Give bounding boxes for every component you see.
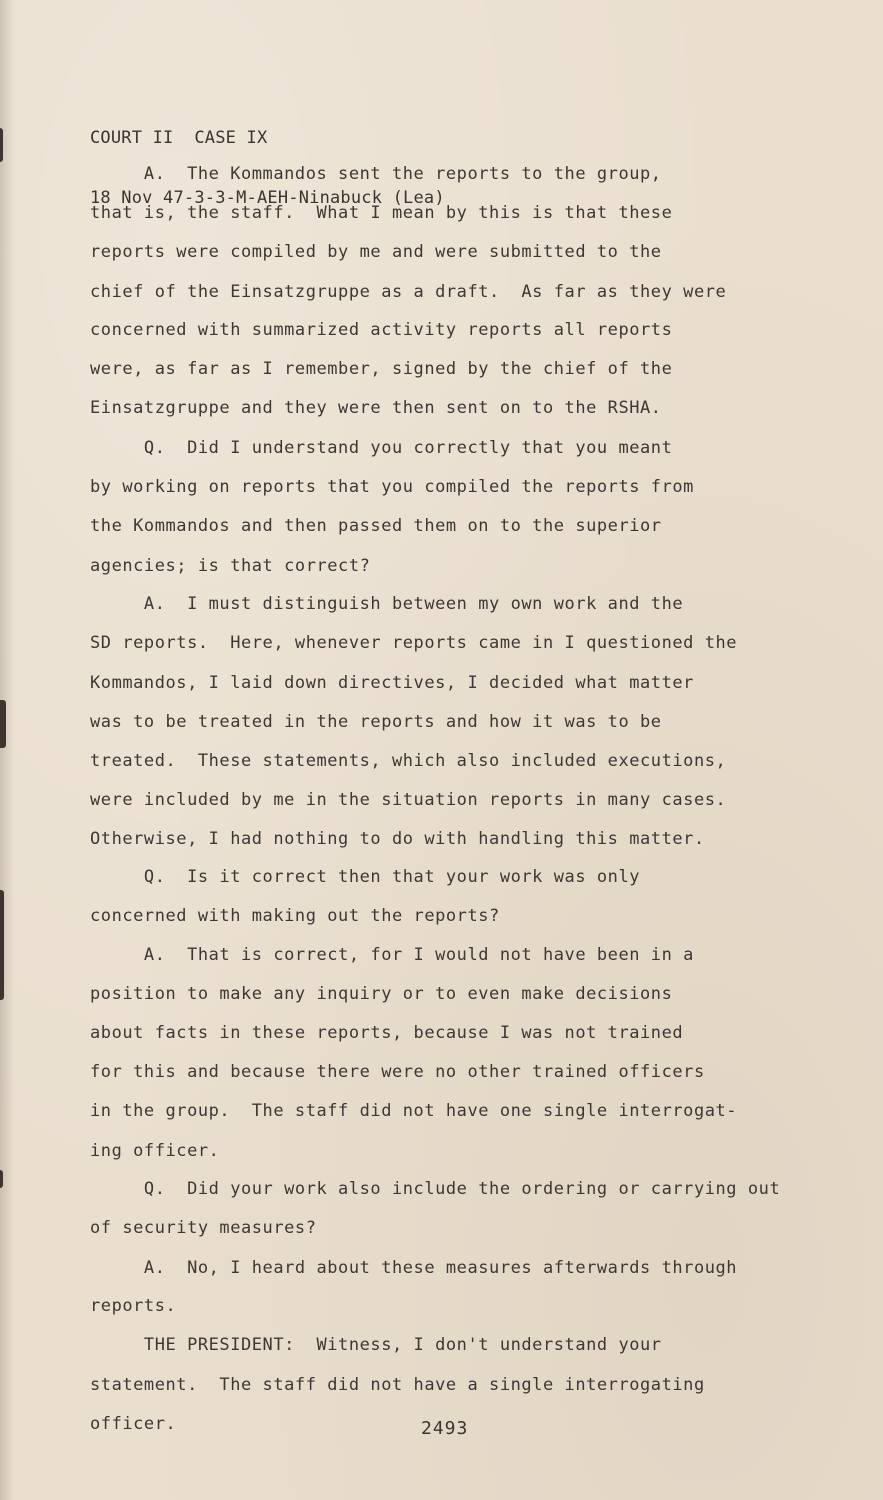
transcript-line: agencies; is that correct? xyxy=(90,556,371,576)
transcript-line: the Kommandos and then passed them on to the superior xyxy=(90,516,662,536)
transcript-line: statement. The staff did not have a single interrogating xyxy=(90,1375,705,1395)
transcript-line: in the group. The staff did not have one single interrogat- xyxy=(90,1101,738,1121)
transcript-line: by working on reports that you compiled the reports from xyxy=(90,477,694,497)
transcript-line: reports were compiled by me and were submitted to the xyxy=(90,242,662,262)
transcript-line: ing officer. xyxy=(90,1141,220,1161)
transcript-line: of security measures? xyxy=(90,1218,317,1238)
edge-mark xyxy=(0,700,6,748)
transcript-line: A. That is correct, for I would not have been in a xyxy=(90,945,694,965)
transcript-line: were included by me in the situation reports in many cases. xyxy=(90,790,727,810)
transcript-line: Einsatzgruppe and they were then sent on to the RSHA. xyxy=(90,398,662,418)
transcript-line: for this and because there were no other trained officers xyxy=(90,1062,705,1082)
transcript-line: about facts in these reports, because I was not trained xyxy=(90,1023,684,1043)
edge-mark xyxy=(0,128,3,162)
transcript-line: Q. Is it correct then that your work was only xyxy=(90,867,641,887)
header-court-case: COURT II CASE IX xyxy=(90,128,268,148)
transcript-line: reports. xyxy=(90,1296,177,1316)
transcript-line: position to make any inquiry or to even make decisions xyxy=(90,984,673,1004)
transcript-line: Q. Did your work also include the ordering or carrying out xyxy=(90,1179,781,1199)
transcript-line: THE PRESIDENT: Witness, I don't understand your xyxy=(90,1335,662,1355)
edge-mark xyxy=(0,890,4,1000)
transcript-line: A. No, I heard about these measures afterwards through xyxy=(90,1258,738,1278)
transcript-line: that is, the staff. What I mean by this is that these xyxy=(90,203,673,223)
edge-mark xyxy=(0,1170,3,1188)
transcript-line: A. I must distinguish between my own work and the xyxy=(90,594,684,614)
transcript-line: chief of the Einsatzgruppe as a draft. As far as they were xyxy=(90,282,727,302)
transcript-line: was to be treated in the reports and how it was to be xyxy=(90,712,662,732)
transcript-line: concerned with summarized activity reports all reports xyxy=(90,320,673,340)
transcript-line: officer. xyxy=(90,1414,177,1434)
transcript-line: A. The Kommandos sent the reports to the group, xyxy=(90,164,662,184)
transcript-line: Kommandos, I laid down directives, I decided what matter xyxy=(90,673,694,693)
transcript-line: treated. These statements, which also included executions, xyxy=(90,751,727,771)
transcript-line: were, as far as I remember, signed by the chief of the xyxy=(90,359,673,379)
torn-left-edge xyxy=(0,0,14,1500)
transcript-line: Q. Did I understand you correctly that you meant xyxy=(90,438,673,458)
transcript-line: SD reports. Here, whenever reports came in I questioned the xyxy=(90,633,738,653)
header-date-reference: 18 Nov 47-3-3-M-AEH-Ninabuck (Lea) xyxy=(90,188,445,208)
transcript-line: concerned with making out the reports? xyxy=(90,906,500,926)
transcript-line: Otherwise, I had nothing to do with handling this matter. xyxy=(90,829,705,849)
page-number: 2493 xyxy=(421,1418,469,1439)
